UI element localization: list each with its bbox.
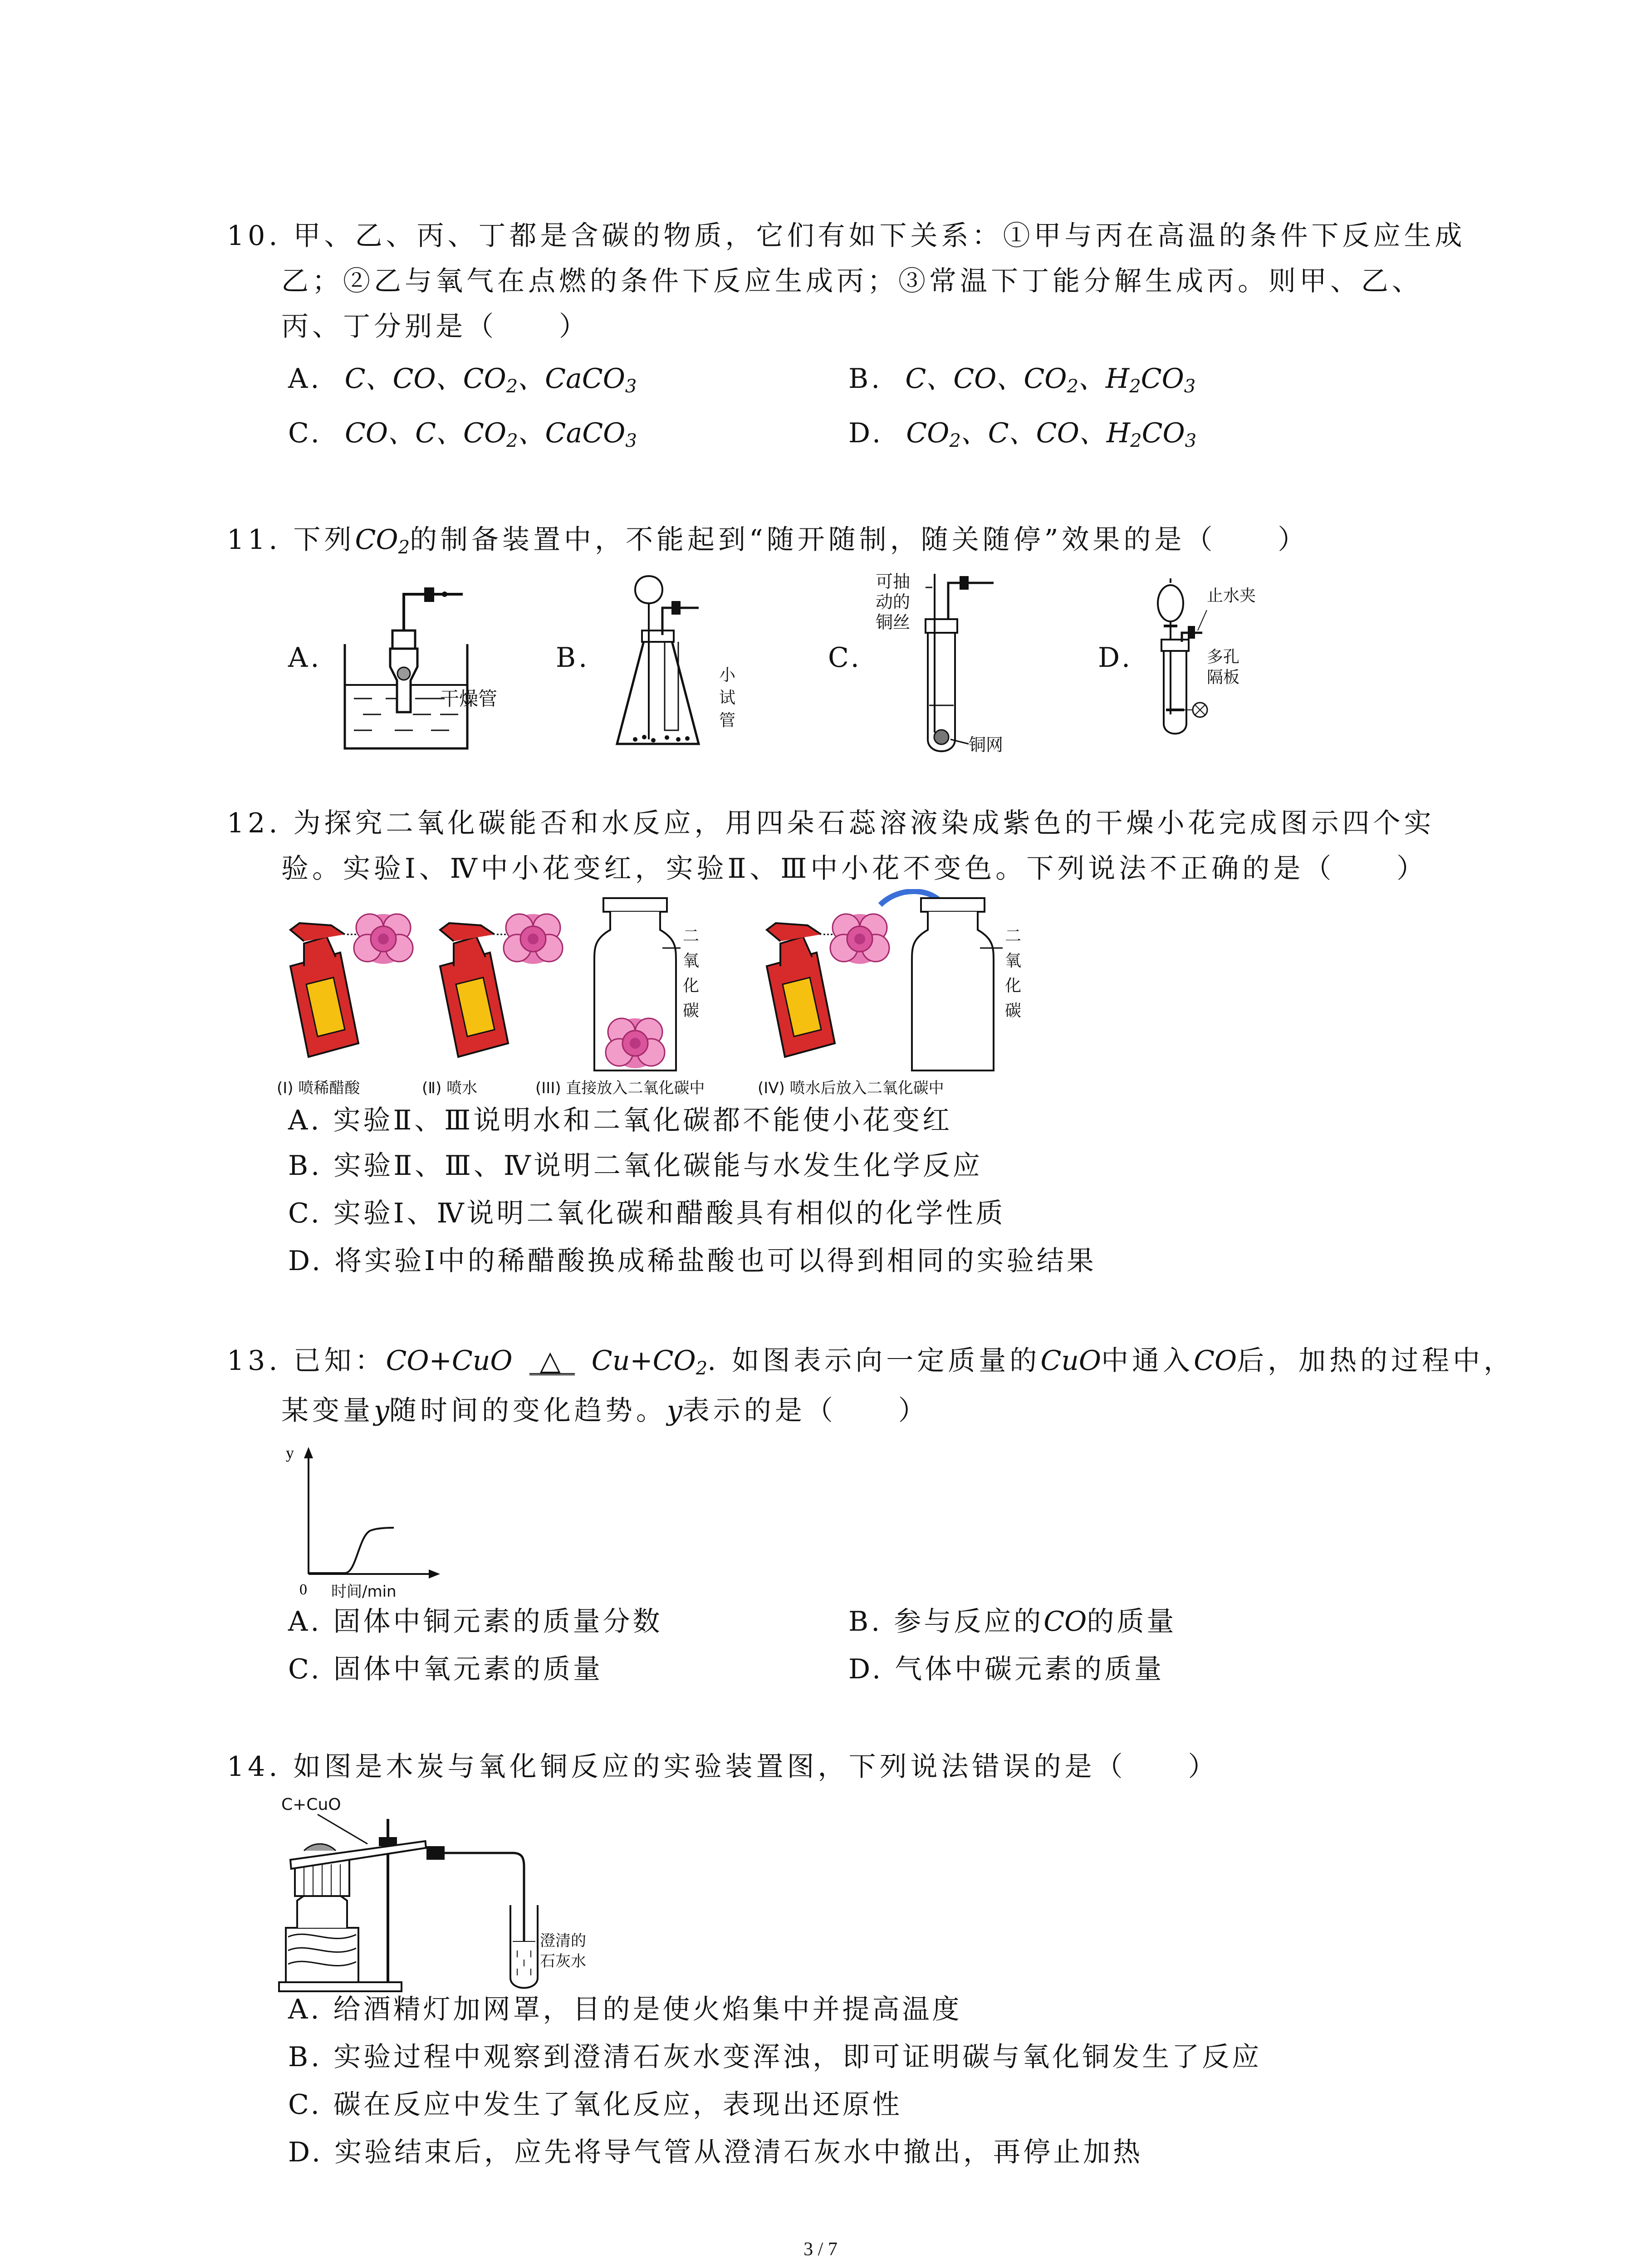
- q11-figure-d: [1148, 578, 1298, 742]
- svg-text:碳: 碳: [683, 1002, 700, 1020]
- q14-stem: 14. 如图是木炭与氧化铜反应的实验装置图，下列说法错误的是（ ）: [227, 1751, 1219, 1783]
- svg-text:氧: 氧: [1005, 952, 1022, 970]
- q12-option-a[interactable]: A. 实验Ⅱ、Ⅲ说明水和二氧化碳都不能使小花变红: [288, 1105, 953, 1136]
- q14-option-d[interactable]: D. 实验结束后，应先将导气管从澄清石灰水中撤出，再停止加热: [288, 2136, 1143, 2168]
- q11-figure-a: [336, 576, 544, 753]
- svg-text:动的: 动的: [876, 592, 911, 612]
- q12-option-b[interactable]: B. 实验Ⅱ、Ⅲ、Ⅳ说明二氧化碳能与水发生化学反应: [288, 1150, 983, 1182]
- q10-line-1: 10. 甲、乙、丙、丁都是含碳的物质，它们有如下关系：①甲与丙在高温的条件下反应生成: [227, 220, 1466, 252]
- q11-figure-c: [876, 569, 1057, 760]
- page-number: 3 / 7: [803, 2239, 838, 2260]
- q10-line-2: 乙；②乙与氧气在点燃的条件下反应生成丙；③常温下丁能分解生成丙。则甲、乙、: [281, 265, 1423, 297]
- svg-text:可抽: 可抽: [876, 572, 911, 591]
- svg-text:二: 二: [1005, 927, 1022, 945]
- q11-option-b[interactable]: B.: [556, 642, 590, 674]
- q10-option-c[interactable]: C. CO、C、$CO_2$、CaCO$_3$: [288, 417, 637, 451]
- axis-x-label: 时间/min: [331, 1583, 397, 1601]
- axis-y-label: y: [286, 1444, 294, 1462]
- q12-option-d[interactable]: D. 将实验Ⅰ中的稀醋酸换成稀盐酸也可以得到相同的实验结果: [288, 1245, 1097, 1277]
- svg-text:化: 化: [1005, 977, 1022, 995]
- q10-option-d[interactable]: D. $CO_2$、C、CO、$H_2CO_3$: [848, 417, 1197, 451]
- q13-line-1: 13. 已知：CO+CuO △ $Cu+CO_2$. 如图表示向一定质量的CuO中通入CO后，加热的过程中，: [227, 1345, 1515, 1379]
- svg-text:铜丝: 铜丝: [876, 612, 911, 632]
- q14-figure: [277, 1792, 594, 1996]
- svg-text:氧: 氧: [683, 952, 700, 970]
- caption-1: (I) 喷稀醋酸: [277, 1079, 360, 1097]
- caption-3: (III) 直接放入二氧化碳中: [535, 1079, 705, 1097]
- svg-text:石灰水: 石灰水: [540, 1952, 586, 1970]
- svg-text:澄清的: 澄清的: [540, 1932, 586, 1950]
- svg-text:碳: 碳: [1005, 1002, 1022, 1020]
- q13-option-c[interactable]: C. 固体中氧元素的质量: [288, 1653, 603, 1685]
- q11-figure-b: [599, 567, 744, 758]
- axis-origin-label: 0: [299, 1581, 307, 1598]
- q11-option-c[interactable]: C.: [828, 642, 862, 674]
- caption-4: (IV) 喷水后放入二氧化碳中: [758, 1079, 944, 1097]
- label-drying-tube: 干燥管: [440, 688, 498, 710]
- q12-figure: [272, 889, 1043, 1107]
- caption-2: (Ⅱ) 喷水: [422, 1079, 478, 1097]
- svg-text:铜网: 铜网: [969, 735, 1004, 755]
- svg-text:二: 二: [683, 927, 700, 945]
- q11-option-d[interactable]: D.: [1098, 642, 1133, 674]
- svg-text:止水夹: 止水夹: [1207, 587, 1256, 605]
- q14-option-b[interactable]: B. 实验过程中观察到澄清石灰水变浑浊，即可证明碳与氧化铜发生了反应: [288, 2041, 1262, 2073]
- svg-text:多孔: 多孔: [1207, 648, 1240, 666]
- q13-graph: [272, 1438, 445, 1601]
- q13-option-b[interactable]: B. 参与反应的CO的质量: [848, 1606, 1177, 1637]
- q11-stem: 11. 下列$CO_2$的制备装置中，不能起到“随开随制，随关随停”效果的是（ ）: [227, 524, 1309, 558]
- q13-line-2: 某变量y随时间的变化趋势。y表示的是（ ）: [281, 1395, 929, 1427]
- label-c-cuo: C+CuO: [281, 1795, 341, 1814]
- q11-option-a[interactable]: A.: [288, 642, 322, 674]
- q10-option-a[interactable]: A. C、CO、$CO_2$、CaCO$_3$: [288, 363, 637, 397]
- q10-line-3: 丙、丁分别是（ ）: [281, 311, 590, 342]
- svg-text:管: 管: [719, 711, 736, 730]
- q13-option-d[interactable]: D. 气体中碳元素的质量: [848, 1653, 1165, 1685]
- svg-text:试: 试: [719, 689, 736, 707]
- svg-text:小: 小: [719, 666, 736, 684]
- svg-text:隔板: 隔板: [1207, 668, 1240, 687]
- q12-line-1: 12. 为探究二氧化碳能否和水反应，用四朵石蕊溶液染成紫色的干燥小花完成图示四个实: [227, 807, 1435, 839]
- svg-text:化: 化: [683, 977, 700, 995]
- q12-option-c[interactable]: C. 实验Ⅰ、Ⅳ说明二氧化碳和醋酸具有相似的化学性质: [288, 1198, 1006, 1229]
- q10-option-b[interactable]: B. C、CO、$CO_2$、$H_2CO_3$: [848, 363, 1196, 397]
- q14-option-c[interactable]: C. 碳在反应中发生了氧化反应，表现出还原性: [288, 2089, 902, 2121]
- q14-option-a[interactable]: A. 给酒精灯加网罩，目的是使火焰集中并提高温度: [288, 1994, 962, 2025]
- q12-line-2: 验。实验Ⅰ、Ⅳ中小花变红，实验Ⅱ、Ⅲ中小花不变色。下列说法不正确的是（ ）: [281, 853, 1428, 885]
- q13-option-a[interactable]: A. 固体中铜元素的质量分数: [288, 1606, 663, 1637]
